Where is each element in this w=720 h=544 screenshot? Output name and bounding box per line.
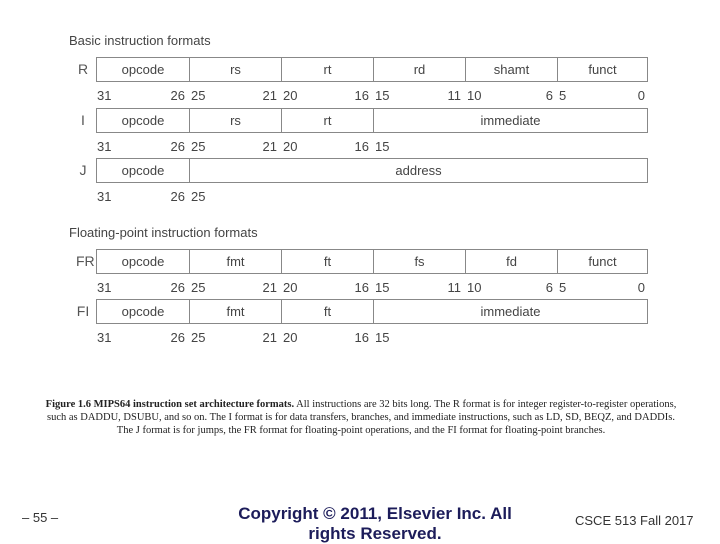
field-rd: rd xyxy=(373,58,465,81)
format-label-r: R xyxy=(77,61,89,77)
bit-high: 10 xyxy=(467,280,482,295)
bit-low: 16 xyxy=(354,280,369,295)
field-opcode: opcode xyxy=(121,304,165,319)
caption-text: All instructions are 32 bits long. The R format is for integer register-to-register operations, such as DADDU, DSUBU, and so on. The I format is for data transfers, branches, and immediate instructions, such as LD, SD, BEQZ, and DADDIs. The J format is for jumps, the FR format for floating-point operations, and the FI format for floating-point branches. xyxy=(47,399,677,436)
copyright-notice: Copyright © 2011, Elsevier Inc. All rights Reserved. xyxy=(238,504,512,543)
page-number: – 55 – xyxy=(22,510,59,525)
bit-low: 6 xyxy=(545,280,553,295)
bit-low: 26 xyxy=(170,88,185,103)
bit-high: 31 xyxy=(97,280,112,295)
bit-high: 15 xyxy=(375,139,390,154)
field-fs: fs xyxy=(373,250,465,273)
bit-high: 15 xyxy=(375,330,390,345)
bit-high: 20 xyxy=(283,88,298,103)
field-rs: rs xyxy=(189,109,281,132)
bit-high: 15 xyxy=(375,280,390,295)
bit-low: 16 xyxy=(354,330,369,345)
bit-positions xyxy=(96,189,648,203)
bit-positions xyxy=(96,280,648,294)
field-rs: rs xyxy=(189,58,281,81)
fp-formats-title: Floating-point instruction formats xyxy=(69,225,258,240)
field-opcode: opcode xyxy=(121,163,165,178)
field-funct: funct xyxy=(557,250,647,273)
bit-low: 16 xyxy=(354,139,369,154)
bit-low: 21 xyxy=(262,280,277,295)
bit-high: 15 xyxy=(375,88,390,103)
field-immediate: immediate xyxy=(373,109,647,132)
field-shamt: shamt xyxy=(465,58,557,81)
bit-high: 5 xyxy=(559,88,567,103)
bit-high: 31 xyxy=(97,139,112,154)
field-immediate: immediate xyxy=(373,300,647,323)
bit-high: 31 xyxy=(97,189,112,204)
bit-low: 11 xyxy=(447,280,461,295)
bit-high: 20 xyxy=(283,280,298,295)
field-rt: rt xyxy=(281,109,373,132)
bit-low: 26 xyxy=(170,280,185,295)
figure-caption xyxy=(44,398,678,437)
bit-high: 25 xyxy=(191,330,206,345)
bit-high: 20 xyxy=(283,139,298,154)
bit-high: 20 xyxy=(283,330,298,345)
bit-low: 0 xyxy=(637,88,645,103)
bit-low: 26 xyxy=(170,139,185,154)
bit-low: 26 xyxy=(170,330,185,345)
field-fd: fd xyxy=(465,250,557,273)
bit-high: 25 xyxy=(191,280,206,295)
bit-high: 25 xyxy=(191,88,206,103)
field-address: address xyxy=(189,159,647,182)
field-ft: ft xyxy=(281,250,373,273)
bit-high: 25 xyxy=(191,139,206,154)
bit-high: 31 xyxy=(97,88,112,103)
format-label-j: J xyxy=(79,162,87,178)
bit-positions xyxy=(96,88,648,102)
field-opcode: opcode xyxy=(121,254,165,269)
bit-low: 26 xyxy=(170,189,185,204)
bit-positions xyxy=(96,330,648,344)
bit-high: 25 xyxy=(191,189,206,204)
bit-low: 21 xyxy=(262,139,277,154)
bit-low: 16 xyxy=(354,88,369,103)
field-opcode: opcode xyxy=(121,113,165,128)
field-funct: funct xyxy=(557,58,647,81)
field-fmt: fmt xyxy=(189,250,281,273)
format-label-fr: FR xyxy=(76,253,95,269)
format-fr-box xyxy=(96,249,648,274)
bit-low: 21 xyxy=(262,88,277,103)
field-ft: ft xyxy=(281,300,373,323)
format-j-box xyxy=(96,158,648,183)
format-i-box xyxy=(96,108,648,133)
basic-formats-title: Basic instruction formats xyxy=(69,33,211,48)
bit-high: 31 xyxy=(97,330,112,345)
format-fi-box xyxy=(96,299,648,324)
field-rt: rt xyxy=(281,58,373,81)
bit-low: 11 xyxy=(447,88,461,103)
bit-high: 10 xyxy=(467,88,482,103)
caption-title: Figure 1.6 MIPS64 instruction set architecture formats. xyxy=(45,399,295,410)
format-label-i: I xyxy=(81,112,85,128)
course-label: CSCE 513 Fall 2017 xyxy=(575,513,694,528)
bit-low: 6 xyxy=(545,88,553,103)
field-fmt: fmt xyxy=(189,300,281,323)
format-r-box xyxy=(96,57,648,82)
field-opcode: opcode xyxy=(121,62,165,77)
bit-low: 21 xyxy=(262,330,277,345)
bit-positions xyxy=(96,139,648,153)
bit-low: 0 xyxy=(637,280,645,295)
bit-high: 5 xyxy=(559,280,567,295)
format-label-fi: FI xyxy=(76,303,90,319)
